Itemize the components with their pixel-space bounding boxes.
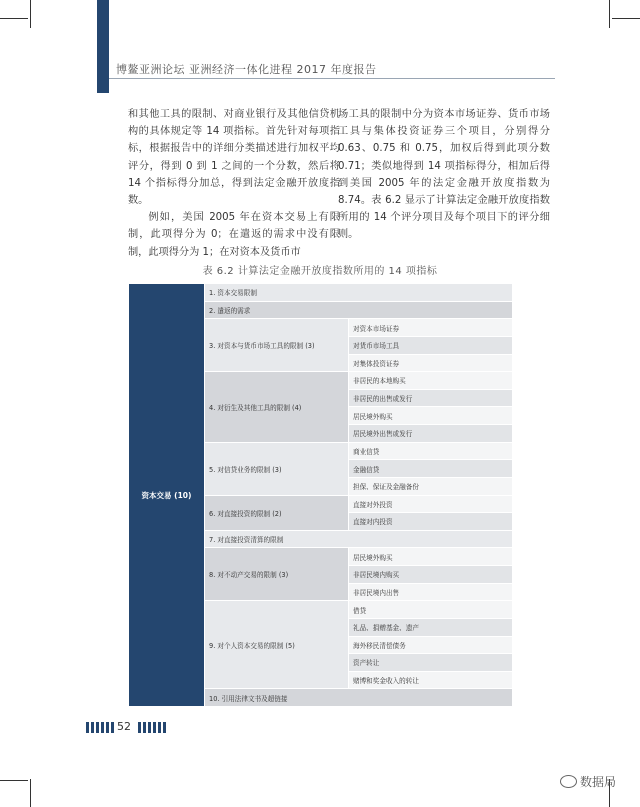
table-caption: 表 6.2 计算法定金融开放度指数所用的 14 项指标	[202, 266, 438, 277]
indicator-cell: 7. 对直接投资清算的限制	[205, 530, 513, 548]
paragraph: 场工具的限制中分为资本市场证券、货币市场工具与集体投资证券三个项目，分别得分 0.63、0.75 和 0.75，加权后得到此项分数 0.71；类似地得到 14 项指标得分，相加后得到美国 2005 年的法定金融开放度指数为 8.74。表 6.2 显示了计算法定金融开放度指数所用的 14 个评分项目及每个项目下的评分细则。	[338, 109, 550, 241]
sub-item-cell: 礼品、捐赠基金、遗产	[349, 618, 513, 636]
table-row	[129, 284, 513, 302]
footer-stripes-right	[138, 722, 166, 733]
wechat-icon	[560, 775, 577, 788]
indicator-cell: 2. 遣返的需求	[205, 301, 513, 319]
crop-mark	[30, 779, 31, 807]
crop-mark	[609, 0, 610, 28]
header-accent-bar	[97, 0, 109, 93]
sub-item-cell: 赌博和奖金收入的转让	[349, 671, 513, 689]
sub-item-cell: 居民境外购买	[349, 548, 513, 566]
crop-mark	[0, 780, 28, 781]
sub-item-cell: 直接对内投资	[349, 513, 513, 531]
indicator-cell: 10. 引用法律文书及超链接	[205, 689, 513, 707]
header-rule	[109, 78, 555, 79]
paragraph: 和其他工具的限制、对商业银行及其他信贷机构的具体规定等 14 项指标。首先针对每项指标，根据报告中的详细分类描述进行加权平均评分，得到 0 到 1 之间的一个分数，然后将 14 个指标得分加总，得到法定金融开放度指数。	[128, 109, 340, 207]
footer-stripes-left	[86, 722, 114, 733]
watermark-text: 数据局	[580, 775, 617, 789]
indicator-cell: 4. 对衍生及其他工具的限制 (4)	[205, 372, 349, 443]
sub-item-cell: 非居民境内出售	[349, 583, 513, 601]
left-column	[128, 106, 340, 261]
indicator-cell: 8. 对不动产交易的限制 (3)	[205, 548, 349, 601]
sub-item-cell: 居民境外出售或发行	[349, 425, 513, 443]
crop-mark	[612, 18, 640, 19]
sub-item-cell: 资产转让	[349, 654, 513, 672]
crop-mark	[0, 18, 28, 19]
sub-item-cell: 金融信贷	[349, 460, 513, 478]
sub-item-cell: 对资本市场证券	[349, 319, 513, 337]
sub-item-cell: 非居民的出售或发行	[349, 389, 513, 407]
sub-item-cell: 担保、保证及金融备份	[349, 477, 513, 495]
sub-item-cell: 海外移民清偿债务	[349, 636, 513, 654]
indicator-cell: 5. 对信贷业务的限制 (3)	[205, 442, 349, 495]
sub-item-cell: 对货币市场工具	[349, 336, 513, 354]
indicator-cell: 1. 资本交易限制	[205, 284, 513, 302]
indicator-cell: 3. 对资本与货币市场工具的限制 (3)	[205, 319, 349, 372]
indicator-cell: 6. 对直接投资的限制 (2)	[205, 495, 349, 530]
sub-item-cell: 非居民境内购买	[349, 566, 513, 584]
right-column	[338, 106, 550, 244]
crop-mark	[30, 0, 31, 28]
sub-item-cell: 对集体投资证券	[349, 354, 513, 372]
indicator-table	[128, 283, 513, 707]
page-number: 52	[117, 720, 131, 733]
sub-item-cell: 商业信贷	[349, 442, 513, 460]
sub-item-cell: 借贷	[349, 601, 513, 619]
running-header: 博鳌亚洲论坛 亚洲经济一体化进程 2017 年度报告	[116, 63, 377, 76]
watermark	[560, 773, 616, 790]
sub-item-cell: 非居民的本地购买	[349, 372, 513, 390]
sub-item-cell: 居民境外购买	[349, 407, 513, 425]
paragraph: 例如，美国 2005 年在资本交易上有限制，此项得分为 0；在遣返的需求中没有限制，此项得分为 1；在对资本及货币市	[128, 212, 340, 258]
sub-item-cell: 直接对外投资	[349, 495, 513, 513]
category-cell: 资本交易 (10)	[129, 284, 205, 707]
indicator-cell: 9. 对个人资本交易的限制 (5)	[205, 601, 349, 689]
